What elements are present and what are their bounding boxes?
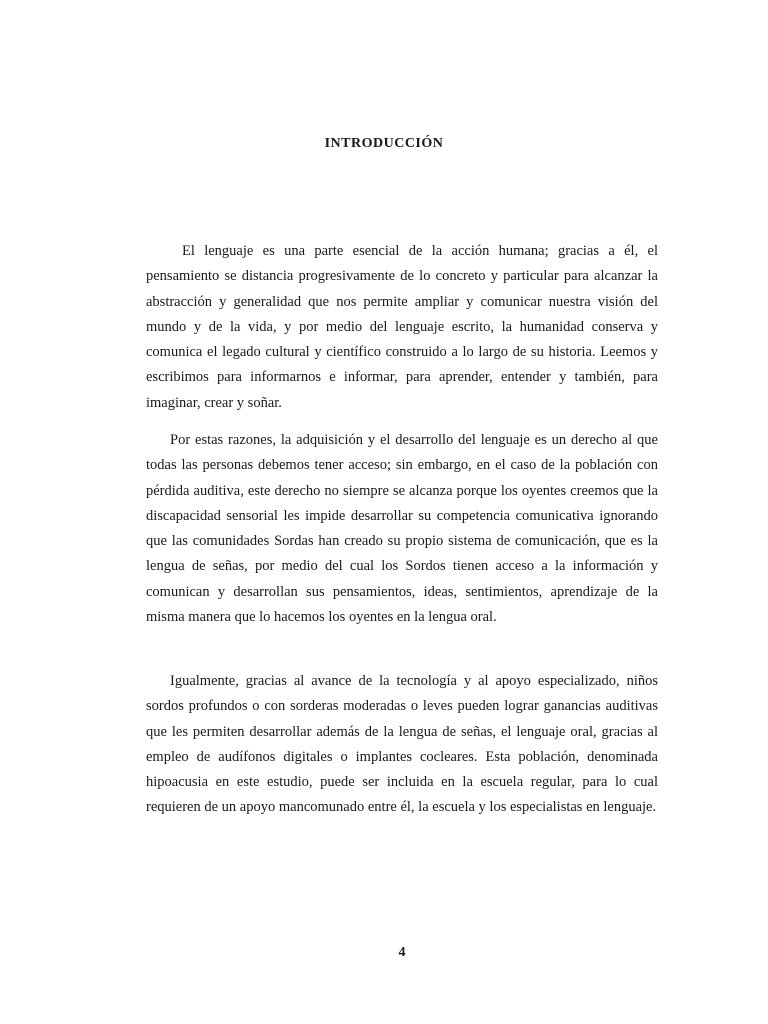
paragraph-2: Por estas razones, la adquisición y el desarrollo del lenguaje es un derecho al que todas las personas debemos tener acceso; sin embargo, en el caso de la población con pérdida auditiva, este derecho no siempre se alcanza porque los oyentes creemos que la discapacidad sensorial les impide desarrollar su competencia comunicativa ignorando que las comunidades Sordas han creado su propio sistema de comunicación, que es la lengua de señas, por medio del cual los Sordos tienen acceso a la información y comunican y desarrollan sus pensamientos, ideas, sentimientos, aprendizaje de la misma manera que lo hacemos los oyentes en la lengua oral. bbox=[146, 432, 658, 626]
paragraph-3: Igualmente, gracias al avance de la tecnología y al apoyo especializado, niños sordos profundos o con sorderas moderadas o leves pueden lograr ganancias auditivas que les permiten desarrollar además de la lengua de señas, el lenguaje oral, gracias al empleo de audífonos digitales o implantes cocleares. Esta población, denominada hipoacusia en este estudio, puede ser incluida en la escuela regular, para lo cual requieren de un apoyo mancomunado entre él, la escuela y los especialistas en lenguaje. bbox=[146, 673, 658, 816]
page-title: INTRODUCCIÓN bbox=[324, 136, 444, 151]
paragraph-1: El lenguaje es una parte esencial de la acción humana; gracias a él, el pensamiento se distancia progresivamente de lo concreto y particular para alcanzar la abstracción y generalidad que nos permite ampliar y comunicar nuestra visión del mundo y de la vida, y por medio del lenguaje escrito, la humanidad conserva y comunica el legado cultural y científico construido a lo largo de su historia. Leemos y escribimos para informarnos e informar, para aprender, entender y también, para imaginar, crear y soñar. bbox=[146, 243, 658, 411]
page-number: 4 bbox=[398, 945, 406, 960]
